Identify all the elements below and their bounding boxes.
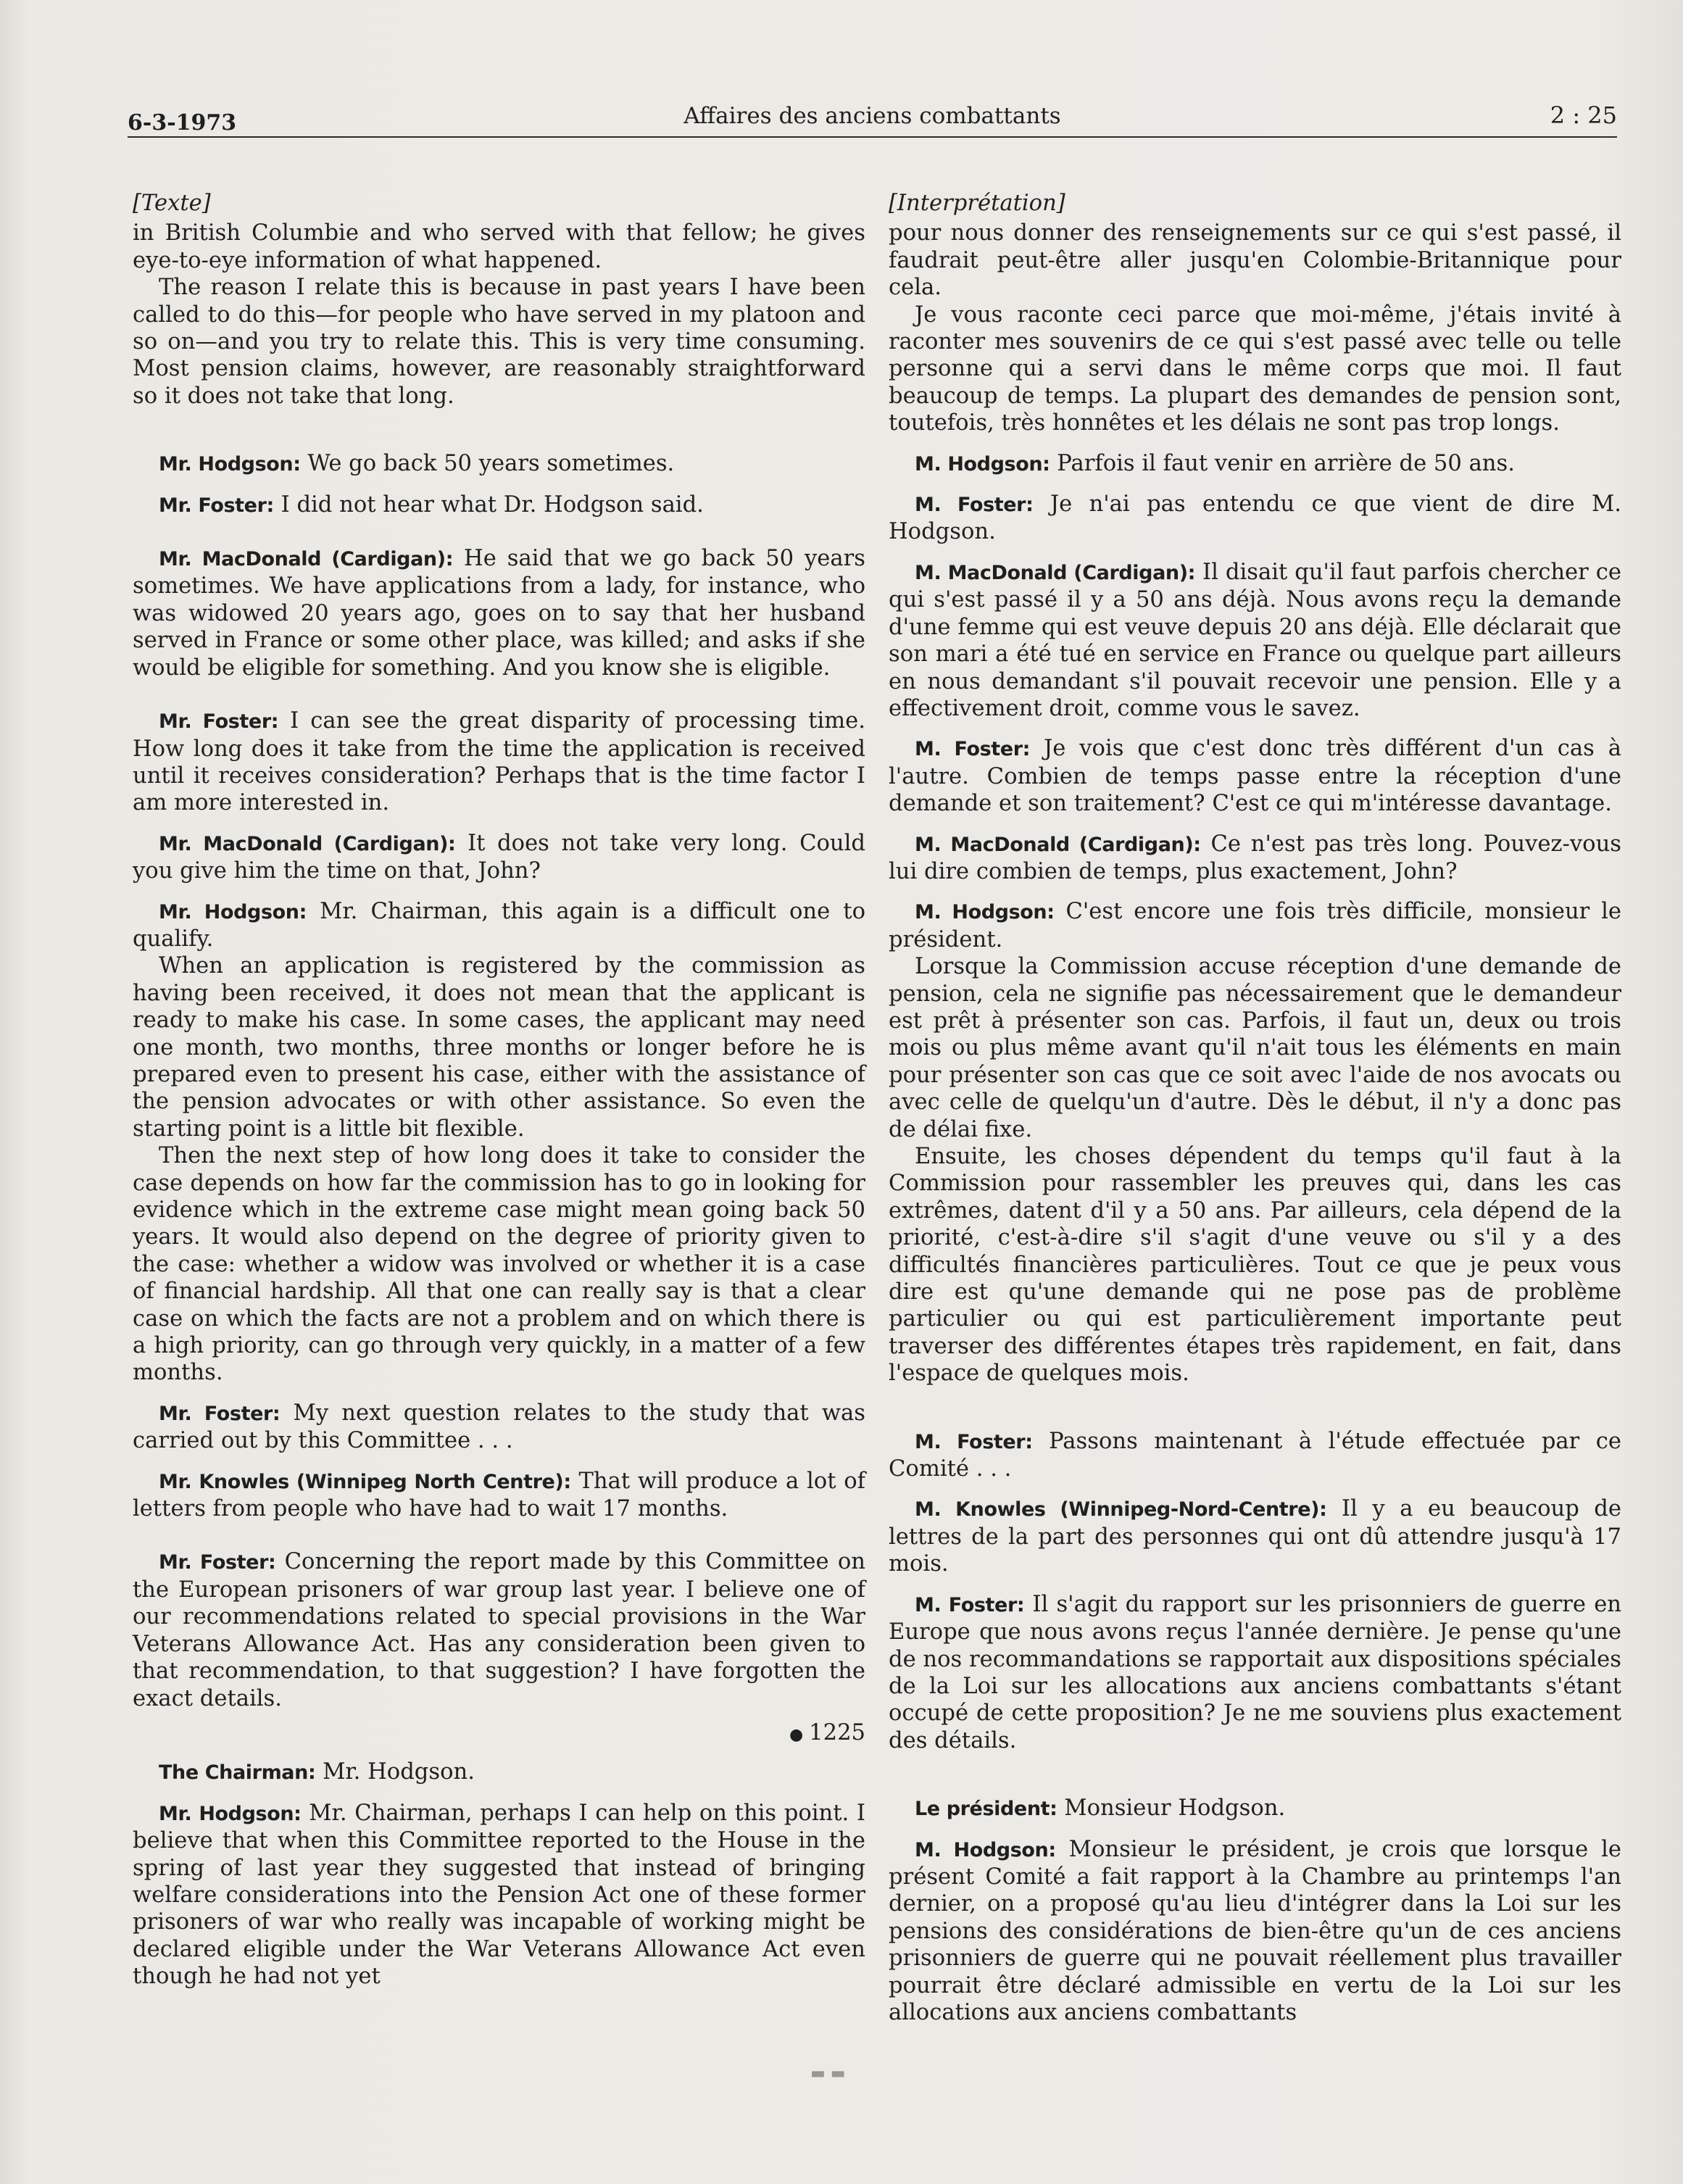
speaker-name: M. Foster: <box>915 1430 1033 1453</box>
header-title: Affaires des anciens combattants <box>683 103 1061 129</box>
speech <box>133 830 865 885</box>
speech <box>889 831 1621 886</box>
speaker-name: Mr. MacDonald (Cardigan): <box>159 548 454 571</box>
speech-text: Je n'ai pas entendu ce que vient de dire M. Hodgson. <box>889 491 1621 545</box>
speaker-name: Mr. Hodgson: <box>159 453 301 476</box>
speech <box>133 450 865 478</box>
speech-text: Monsieur le président, je crois que lorsque le présent Comité a fait rapport à la Chambre au printemps l'an dernier, on a proposé qu'au lieu d'intégrer dans la Loi sur les pensions des considérations de bien-être qu'un de ces anciens prisonniers de guerre qui ne pouvait réellement plus travailler pourrait être déclaré admissible en vertu de la Loi sur les allocations aux anciens combattants <box>889 1836 1621 2025</box>
speaker-name: Mr. Knowles (Winnipeg North Centre): <box>159 1470 571 1493</box>
speech <box>133 1759 865 1786</box>
speaker-name: M. Foster: <box>915 494 1034 517</box>
speech <box>889 450 1621 478</box>
speaker-name: M. Hodgson: <box>915 1838 1056 1861</box>
running-header <box>128 101 1617 138</box>
speech <box>889 1591 1621 1754</box>
speech <box>889 1795 1621 1822</box>
paragraph: in British Columbie and who served with that fellow; he gives eye-to-eye information of what happened. <box>133 220 865 273</box>
paragraph: When an application is registered by the commission as having been received, it does not mean that the applicant is ready to make his case. In some cases, the applicant may need one month, two months, three months or longer before he is prepared even to present his case, either with the assistance of the pension advocates or with other assistance. So even the starting point is a little bit flexible. <box>133 953 865 1142</box>
paragraph: pour nous donner des renseignements sur ce qui s'est passé, il faudrait peut-être aller jusqu'en Colombie-Britannique pour cela. <box>889 220 1621 301</box>
speech <box>133 1548 865 1711</box>
speech-text: Il disait qu'il faut parfois chercher ce qui s'est passé il y a 50 ans déjà. Nous avons reçu la demande d'une femme qui est veuve depuis 20 ans déjà. Elle déclarait que son mari a été tué en service en France ou quelque part ailleurs en nous demandant s'il pouvait recevoir une pension. Elle y a effectivement droit, comme vous le savez. <box>889 559 1621 721</box>
header-date: 6-3-1973 <box>128 110 237 136</box>
time-marker-text: 1225 <box>809 1719 865 1745</box>
paragraph: Lorsque la Commission accuse réception d'une demande de pension, cela ne signifie pas nécessairement que le demandeur est prêt à présenter son cas. Parfois, il faut un, deux ou trois mois ou plus même avant qu'il n'ait tous les éléments en main pour présenter son cas que ce soit avec l'aide de nos avocats ou avec celle de quelqu'un d'autre. Dès le début, il n'y a donc pas de délai fixe. <box>889 954 1621 1142</box>
paragraph: Ensuite, les choses dépendent du temps qu'il faut à la Commission pour rassembler les preuves qui, dans les cas extrêmes, datent d'il y a 50 ans. Par ailleurs, cela dépend de la priorité, c'est-à-dire s'il s'agit d'une veuve ou s'il y a des difficultés financières particulières. Tout ce que je peux vous dire est qu'une demande qui ne pose pas de problème particulier ou qui est particulièrement importante peut traverser des différentes étapes très rapidement, en fait, dans l'espace de quelques mois. <box>889 1144 1621 1387</box>
speaker-name: M. Foster: <box>915 1593 1025 1616</box>
speaker-name: Mr. Foster: <box>159 1402 280 1425</box>
bullet-icon: ● <box>789 1725 804 1744</box>
speech-text: Il y a eu beaucoup de lettres de la part des personnes qui ont dû attendre jusqu'à 17 mois. <box>889 1496 1621 1577</box>
speaker-name: M. Foster: <box>915 738 1031 761</box>
speech-text: C'est encore une fois très difficile, monsieur le président. <box>889 899 1621 952</box>
speaker-name: Mr. Foster: <box>159 710 279 734</box>
page-number: 2 : 25 <box>1550 101 1617 129</box>
speech <box>889 898 1621 953</box>
speaker-name: Mr. Foster: <box>159 1551 276 1574</box>
speaker-name: M. Knowles (Winnipeg-Nord-Centre): <box>915 1498 1327 1521</box>
speaker-name: Mr. MacDonald (Cardigan): <box>159 832 456 855</box>
paragraph: Je vous raconte ceci parce que moi-même, j'étais invité à raconter mes souvenirs de ce qui s'est passé avec telle ou telle personne qui a servi dans le même corps que moi. Il faut beaucoup de temps. La plupart des demandes de pension sont, toutefois, très honnêtes et les délais ne sont pas trop longs. <box>889 302 1621 436</box>
speech <box>133 1800 865 1990</box>
speech-text: That will produce a lot of letters from people who have had to wait 17 months. <box>133 1468 865 1522</box>
speech <box>133 898 865 953</box>
speech <box>889 1428 1621 1483</box>
speaker-name: M. Hodgson: <box>915 452 1050 476</box>
speech-text: I did not hear what Dr. Hodgson said. <box>273 491 704 518</box>
english-column <box>133 190 865 1990</box>
speech <box>133 1468 865 1523</box>
speech-text: Ce n'est pas très long. Pouvez-vous lui dire combien de temps, plus exactement, John? <box>889 831 1621 884</box>
speaker-name: M. Hodgson: <box>915 901 1055 924</box>
speech-text: Passons maintenant à l'étude effectuée par ce Comité . . . <box>889 1428 1622 1482</box>
speech-text: Monsieur Hodgson. <box>1057 1795 1286 1822</box>
page-footer-mark: ▬ ▬ <box>810 2064 846 2083</box>
speech-text: It does not take very long. Could you give him the time on that, John? <box>133 830 865 884</box>
paragraph: The reason I relate this is because in past years I have been called to do this—for people who have served in my platoon and so on—and you try to relate this. This is very time consuming. Most pension claims, however, are reasonably straightforward so it does not take that long. <box>133 275 865 409</box>
speech <box>889 1495 1621 1577</box>
speech-text: Mr. Chairman, this again is a difficult one to qualify. <box>133 898 865 952</box>
speech <box>889 1836 1621 2027</box>
speech-text: He said that we go back 50 years sometimes. We have applications from a lady, for instance, who was widowed 20 years ago, goes on to say that her husband served in France or some other place, was killed; and asks if she would be eligible for something. And you know she is eligible. <box>133 546 865 681</box>
speaker-name: Le président: <box>915 1798 1057 1821</box>
column-label: [Texte] <box>133 191 211 216</box>
speech-text: My next question relates to the study that was carried out by this Committee . . . <box>133 1400 865 1454</box>
speech-text: Parfois il faut venir en arrière de 50 ans. <box>1050 450 1515 476</box>
speech <box>133 707 865 817</box>
speech-text: Concerning the report made by this Committee on the European prisoners of war group last year. I believe one of our recommendations related to special provisions in the War Veterans Allowance Act. Has any consideration been given to that recommendation, to that suggestion? I have forgotten the exact details. <box>133 1549 865 1711</box>
speech-text: Je vois que c'est donc très différent d'un cas à l'autre. Combien de temps passe entre la réception d'une demande et son traitement? C'est ce qui m'intéresse davantage. <box>889 736 1622 817</box>
time-marker <box>133 1719 865 1748</box>
speaker-name: Mr. Hodgson: <box>159 900 307 923</box>
speech-text: I can see the great disparity of processing time. How long does it take from the time the application is received until it receives consideration? Perhaps that is the time factor I am more interested in. <box>133 708 865 816</box>
speech-text: Mr. Hodgson. <box>315 1759 475 1785</box>
speech <box>889 559 1621 722</box>
speaker-name: The Chairman: <box>159 1761 316 1785</box>
speech-text: We go back 50 years sometimes. <box>300 451 675 477</box>
speaker-name: M. MacDonald (Cardigan): <box>915 561 1196 584</box>
speaker-name: M. MacDonald (Cardigan): <box>915 833 1201 856</box>
speech <box>133 491 865 519</box>
speech <box>889 735 1621 817</box>
speaker-name: Mr. Foster: <box>159 494 274 517</box>
speech <box>889 491 1621 546</box>
paragraph: Then the next step of how long does it take to consider the case depends on how far the commission has to go in looking for evidence which in the extreme case might mean going back 50 years. It would also depend on the degree of priority given to the case: whether a widow was involved or whether it is a case of financial hardship. All that one can really say is that a clear case on which the facts are not a problem and on which there is a high priority, can go through very quickly, in a matter of a few months. <box>133 1143 865 1386</box>
speech <box>133 545 865 681</box>
french-column <box>889 190 1621 2026</box>
speech <box>133 1400 865 1455</box>
column-label: [Interprétation] <box>889 191 1065 216</box>
speech-text: Il s'agit du rapport sur les prisonniers de guerre en Europe que nous avons reçus l'année dernière. Je pense qu'une de nos recommandations se rapportait aux dispositions spéciales de la Loi sur les allocations aux anciens combattants s'étant occupé de cette proposition? Je ne me souviens plus exactement des détails. <box>889 1591 1622 1753</box>
speech-text: Mr. Chairman, perhaps I can help on this point. I believe that when this Committee reported to the House in the spring of last year they suggested that instead of bringing welfare considerations into the Pension Act one of these former prisoners of war who really was incapable of working might be declared eligible under the War Veterans Allowance Act even though he had not yet <box>133 1800 865 1990</box>
speaker-name: Mr. Hodgson: <box>159 1802 302 1825</box>
